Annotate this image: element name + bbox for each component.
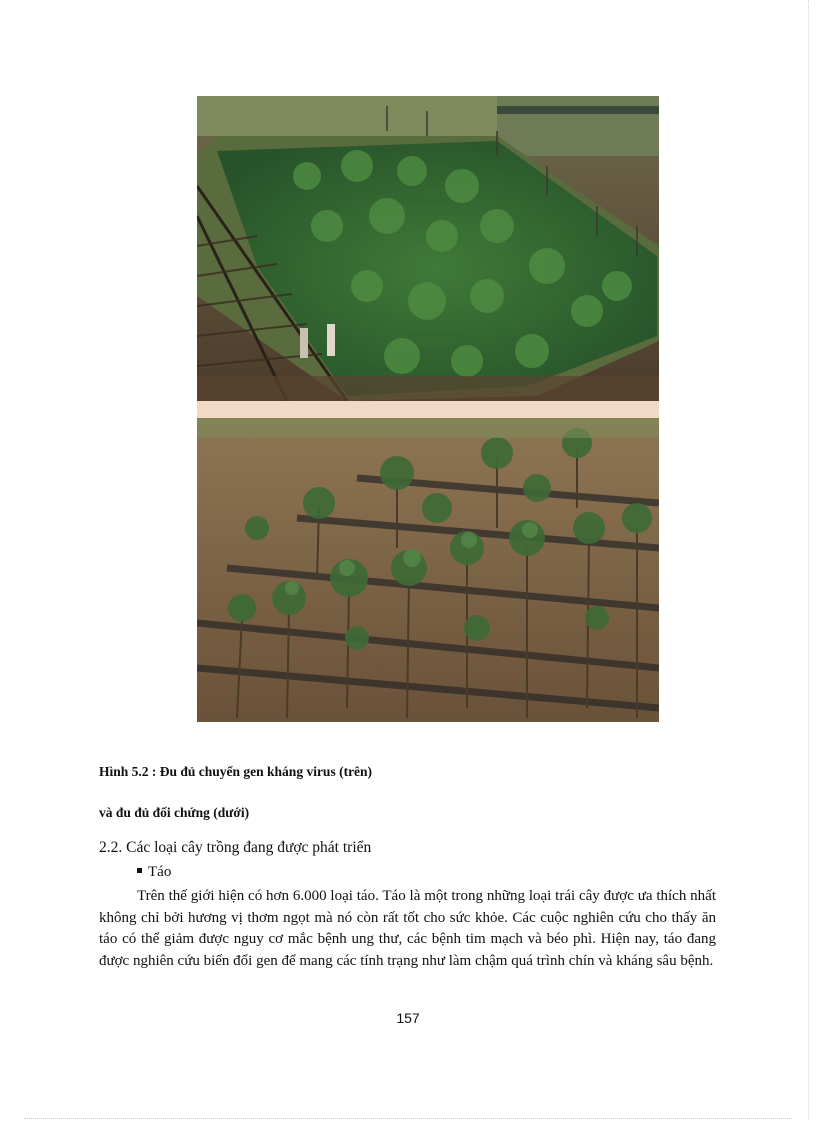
- photo-transgenic-papaya-field: [197, 96, 659, 401]
- figure-caption-line2: và đu đủ đối chứng (dưới): [99, 805, 250, 820]
- figure-caption-line1: Hình 5.2 : Đu đủ chuyển gen kháng virus (trên): [99, 764, 373, 779]
- bullet-text: Táo: [148, 864, 172, 880]
- body-paragraph: Trên thế giới hiện có hơn 6.000 loại táo. Táo là một trong những loại trái cây được ưa thích nhất không chỉ bởi hương vị thơm ngọt mà nó còn rất tốt cho sức khỏe. Các cuộc nghiên cứu cho thấy ăn táo có thể giảm được nguy cơ mắc bệnh ung thư, các bệnh tim mạch và béo phì. Hiện nay, táo đang được nghiên cứu biến đổi gen để mang các tính trạng như làm chậm quá trình chín và kháng sâu bệnh.: [99, 888, 716, 969]
- figure-papaya-photos: [197, 96, 659, 722]
- section-heading: 2.2. Các loại cây trồng đang được phát triển: [99, 839, 372, 856]
- page-number: 157: [396, 1010, 420, 1026]
- aerial-field-image: [197, 96, 659, 401]
- square-bullet-icon: [137, 868, 142, 873]
- page-right-divider: [808, 0, 809, 1120]
- control-field-image: [197, 418, 659, 722]
- photo-control-papaya-field: [197, 418, 659, 722]
- page-bottom-divider: [24, 1118, 792, 1119]
- bullet-item: [137, 864, 171, 881]
